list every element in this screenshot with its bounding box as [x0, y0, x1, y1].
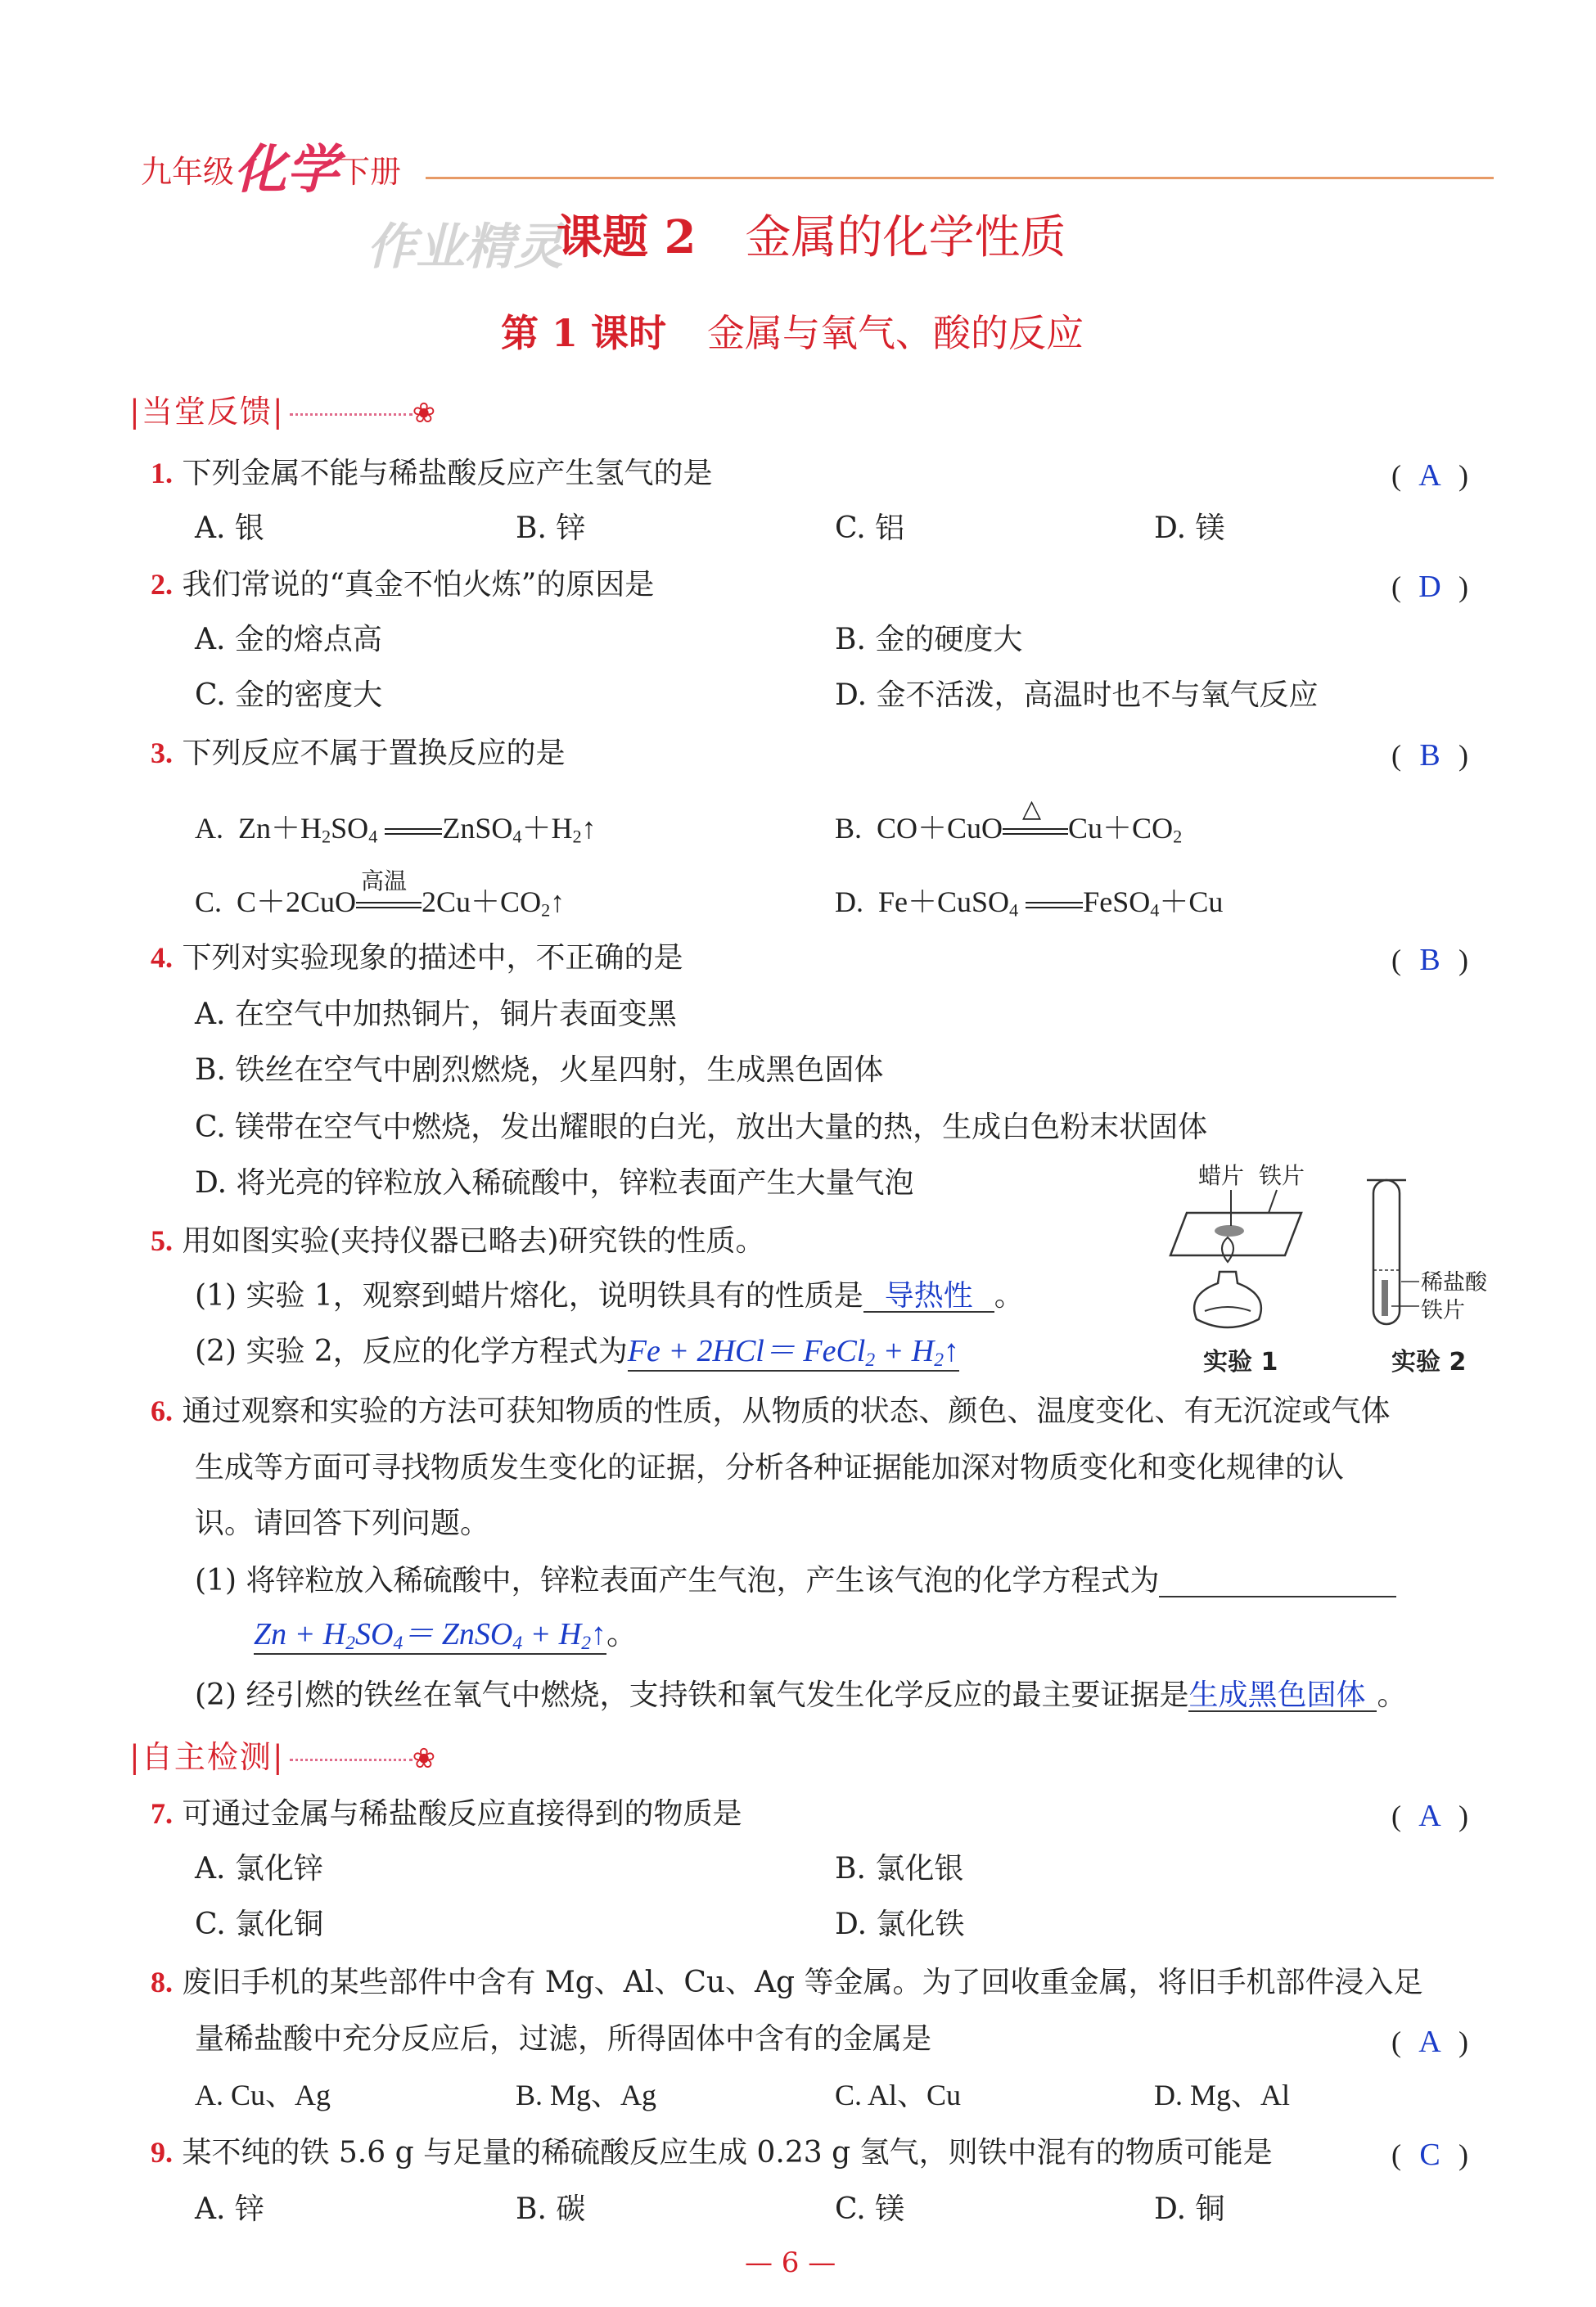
question-8-line-1: 8. 废旧手机的某些部件中含有 Mg、Al、Cu、Ag 等金属。为了回收重金属，将旧手机部件浸入足 — [151, 1966, 1423, 1999]
question-5: 5. 用如图实验(夹持仪器已略去)研究铁的性质。 — [151, 1224, 765, 1258]
q8-option-a: A. Cu、Ag — [195, 2079, 331, 2111]
q7-option-a: A. 氯化锌 — [195, 1852, 323, 1886]
flower-icon: ❀ — [412, 397, 438, 430]
q3-option-c: C. C＋2CuO 高温 $2Cu+CO_2↑$ — [195, 868, 566, 921]
section-feedback: |当堂反馈| ❀ — [129, 394, 438, 430]
q2-option-d: D. 金不活泼，高温时也不与氧气反应 — [835, 678, 1319, 712]
experiment-figure — [1162, 1156, 1506, 1385]
iron-strip — [1382, 1280, 1388, 1316]
q5-answer-2: Fe + 2HCl＝ FeCl$_2$ + $H_2↑$ — [627, 1334, 960, 1371]
topic-number: 课题 2 — [557, 210, 697, 264]
fig-label-iron-1: 铁片 — [1259, 1162, 1305, 1189]
q9-option-b: B. 碳 — [516, 2192, 586, 2226]
topic-title — [557, 210, 1066, 264]
q3-option-d: D. Fe＋CuSO$_4$ FeSO$_4$＋Cu — [835, 885, 1224, 921]
alcohol-lamp — [1194, 1272, 1261, 1327]
flower-icon: ❀ — [412, 1742, 438, 1775]
q3-option-b: B. CO＋CuO △ $Cu+CO_2$ — [835, 795, 1183, 847]
fig-label-acid: 稀盐酸 — [1421, 1270, 1487, 1295]
fig-caption-2: 实验 2 — [1391, 1348, 1467, 1377]
q8-option-d: D. Mg、Al — [1154, 2079, 1291, 2111]
question-8-line-2: 量稀盐酸中充分反应后，过滤，所得固体中含有的金属是 — [195, 2022, 932, 2056]
q4-option-a: A. 在空气中加热铜片，铜片表面变黑 — [195, 998, 677, 1031]
q9-option-a: A. 锌 — [195, 2192, 264, 2226]
q4-option-d: D. 将光亮的锌粒放入稀硫酸中，锌粒表面产生大量气泡 — [195, 1166, 914, 1200]
answer-3: ( B ) — [1391, 738, 1468, 773]
q6-answer-1: $Zn + H_2SO_4=$ ZnSO$_4$ + $H_2↑$。 — [254, 1617, 638, 1654]
q1-option-d: D. 镁 — [1154, 511, 1225, 545]
q7-option-c: C. 氯化铜 — [195, 1908, 324, 1941]
question-6-line-1: 6. 通过观察和实验的方法可获知物质的性质，从物质的状态、颜色、温度变化、有无沉淀或气体 — [151, 1395, 1391, 1428]
section-self-check: |自主检测| ❀ — [129, 1739, 438, 1775]
q5-part-1: (1) 实验 1，观察到蜡片熔化，说明铁具有的性质是 导热性 。 — [195, 1279, 1024, 1313]
question-4: 4. 下列对实验现象的描述中，不正确的是 — [151, 941, 683, 975]
fig-label-wax: 蜡片 — [1198, 1162, 1245, 1189]
q6-part-2: (2) 经引燃的铁丝在氧气中燃烧，支持铁和氧气发生化学反应的最主要证据是生成黑色固体 。 — [195, 1678, 1407, 1712]
volume: 下册 — [339, 154, 402, 190]
q8-option-c: C. Al、Cu — [835, 2079, 962, 2111]
question-3: 3. 下列反应不属于置换反应的是 — [151, 737, 566, 770]
question-2: 2. 我们常说的“真金不怕火炼”的原因是 — [151, 568, 655, 602]
q1-option-b: B. 锌 — [516, 511, 586, 545]
question-6-line-3: 识。请回答下列问题。 — [195, 1507, 490, 1540]
q6-part-1: (1) 将锌粒放入稀硫酸中，锌粒表面产生气泡，产生该气泡的化学方程式为 — [195, 1566, 1396, 1597]
answer-7: ( A ) — [1391, 1799, 1468, 1833]
q5-answer-1: 导热性 — [884, 1279, 973, 1313]
wax-piece — [1215, 1225, 1244, 1237]
section-feedback-label: 当堂反馈 — [141, 394, 273, 430]
q3-option-a: A. $Zn+H_2SO_4$ $ZnSO_4+H_2↑$ — [195, 812, 597, 847]
q7-option-b: B. 氯化银 — [835, 1852, 964, 1886]
answer-8: ( A ) — [1391, 2025, 1468, 2059]
q2-option-c: C. 金的密度大 — [195, 678, 383, 712]
header-rule — [426, 177, 1494, 179]
answer-4: ( B ) — [1391, 943, 1468, 977]
header-grade — [141, 139, 402, 201]
q1-option-a: A. 银 — [195, 511, 264, 545]
answer-9: ( C ) — [1391, 2138, 1468, 2172]
q9-option-d: D. 铜 — [1154, 2192, 1225, 2226]
q2-option-a: A. 金的熔点高 — [195, 623, 382, 656]
lesson-name: 金属与氧气、酸的反应 — [707, 311, 1084, 355]
high-temp-condition: 高温 — [361, 868, 408, 894]
question-9: 9. 某不纯的铁 5.6 g 与足量的稀硫酸反应生成 0.23 g 氢气，则铁中混有的物质可能是 — [151, 2136, 1273, 2170]
q7-option-d: D. 氯化铁 — [835, 1908, 965, 1941]
page-number: — 6 — — [745, 2246, 836, 2279]
q5-part-2: (2) 实验 2，反应的化学方程式为Fe + 2HCl＝ FeCl$_2$ + $H_2↑$ — [195, 1334, 960, 1371]
grade-prefix: 九年级 — [141, 154, 235, 190]
q4-option-b: B. 铁丝在空气中剧烈燃烧，火星四射，生成黑色固体 — [195, 1053, 884, 1087]
topic-name: 金属的化学性质 — [745, 211, 1066, 264]
question-1: 1. 下列金属不能与稀盐酸反应产生氢气的是 — [151, 457, 713, 490]
q4-option-c: C. 镁带在空气中燃烧，发出耀眼的白光，放出大量的热，生成白色粉末状固体 — [195, 1111, 1208, 1144]
answer-1: ( A ) — [1391, 458, 1468, 493]
q6-answer-2: 生成黑色固体 — [1188, 1678, 1366, 1712]
section-self-check-label: 自主检测 — [141, 1739, 273, 1775]
q2-option-b: B. 金的硬度大 — [835, 623, 1023, 656]
subject-logo: 化学 — [234, 139, 340, 201]
watermark-logo: 作业精灵 — [367, 219, 563, 276]
lesson-title — [501, 311, 1084, 355]
q9-option-c: C. 镁 — [835, 2192, 905, 2226]
fig-caption-1: 实验 1 — [1203, 1348, 1278, 1377]
fig-label-iron-2: 铁片 — [1421, 1298, 1465, 1323]
heat-condition: △ — [1022, 795, 1042, 822]
q1-option-c: C. 铝 — [835, 511, 905, 545]
q8-option-b: B. Mg、Ag — [516, 2079, 657, 2111]
flame — [1222, 1237, 1233, 1262]
answer-2: ( D ) — [1391, 570, 1468, 604]
question-7: 7. 可通过金属与稀盐酸反应直接得到的物质是 — [151, 1797, 742, 1831]
question-6-line-2: 生成等方面可寻找物质发生变化的证据，分析各种证据能加深对物质变化和变化规律的认 — [195, 1451, 1345, 1485]
lesson-number: 第 1 课时 — [501, 311, 667, 355]
